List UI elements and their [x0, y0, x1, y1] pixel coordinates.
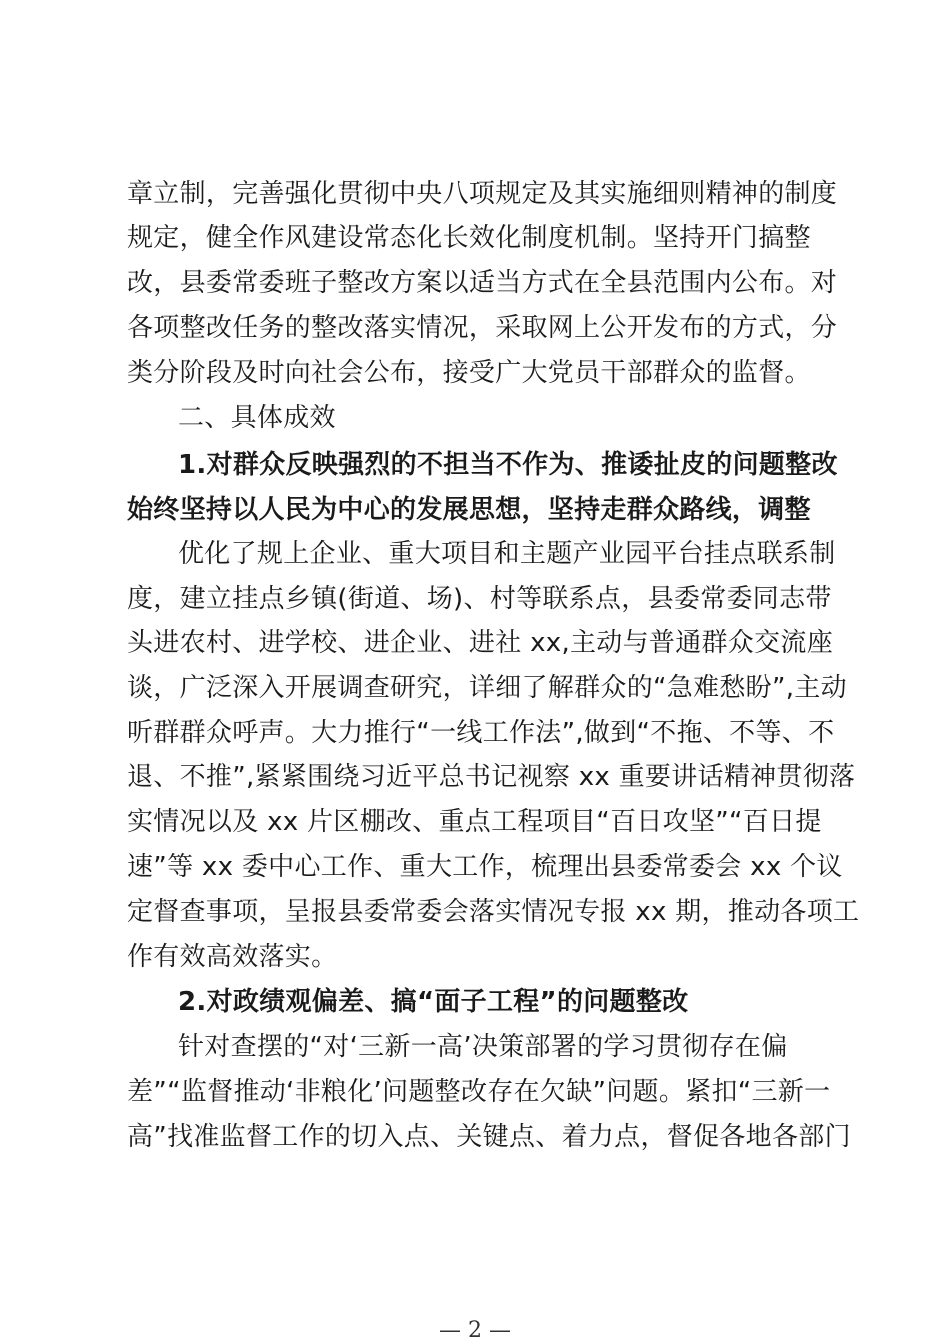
- paragraph-line-16: 速”等 xx 委中心工作、重大工作，梳理出县委常委会 xx 个议: [127, 852, 843, 882]
- page-number: — 2 —: [439, 1318, 511, 1343]
- subheading-1-line-1: 1.对群众反映强烈的不担当不作为、推诿扯皮的问题整改: [178, 450, 838, 480]
- paragraph-line-14: 退、不推”,紧紧围绕习近平总书记视察 xx 重要讲话精神贯彻落: [127, 762, 856, 792]
- paragraph-line-1: 章立制，完善强化贯彻中央八项规定及其实施细则精神的制度: [127, 179, 838, 209]
- section-heading: 二、具体成效: [178, 403, 336, 433]
- paragraph-line-9: 优化了规上企业、重大项目和主题产业园平台挂点联系制: [178, 539, 836, 569]
- subheading-1-line-2: 始终坚持以人民为中心的发展思想，坚持走群众路线，调整: [127, 495, 811, 525]
- paragraph-line-17: 定督查事项，呈报县委常委会落实情况专报 xx 期，推动各项工: [127, 897, 860, 927]
- paragraph-line-2: 规定，健全作风建设常态化长效化制度机制。坚持开门搞整: [127, 223, 811, 253]
- paragraph-line-21: 差”“监督推动‘非粮化’问题整改存在欠缺”问题。紧扣“三新一: [127, 1077, 831, 1107]
- paragraph-line-22: 高”找准监督工作的切入点、关键点、着力点，督促各地各部门: [127, 1122, 851, 1152]
- paragraph-line-18: 作有效高效落实。: [127, 942, 338, 972]
- paragraph-line-20: 针对查摆的“对‘三新一高’决策部署的学习贯彻存在偏: [178, 1032, 788, 1062]
- subheading-2: 2.对政绩观偏差、搞“面子工程”的问题整改: [178, 987, 689, 1017]
- paragraph-line-4: 各项整改任务的整改落实情况，采取网上公开发布的方式，分: [127, 313, 838, 343]
- paragraph-line-11: 头进农村、进学校、进企业、进社 xx,主动与普通群众交流座: [127, 628, 834, 658]
- paragraph-line-3: 改，县委常委班子整改方案以适当方式在全县范围内公布。对: [127, 268, 838, 298]
- paragraph-line-5: 类分阶段及时向社会公布，接受广大党员干部群众的监督。: [127, 358, 811, 388]
- paragraph-line-15: 实情况以及 xx 片区棚改、重点工程项目“百日攻坚”“百日提: [127, 807, 822, 837]
- paragraph-line-10: 度，建立挂点乡镇(街道、场)、村等联系点，县委常委同志带: [127, 584, 832, 614]
- paragraph-line-12: 谈，广泛深入开展调查研究，详细了解群众的“急难愁盼”,主动: [127, 673, 847, 703]
- paragraph-line-13: 听群群众呼声。大力推行“一线工作法”,做到“不拖、不等、不: [127, 718, 835, 748]
